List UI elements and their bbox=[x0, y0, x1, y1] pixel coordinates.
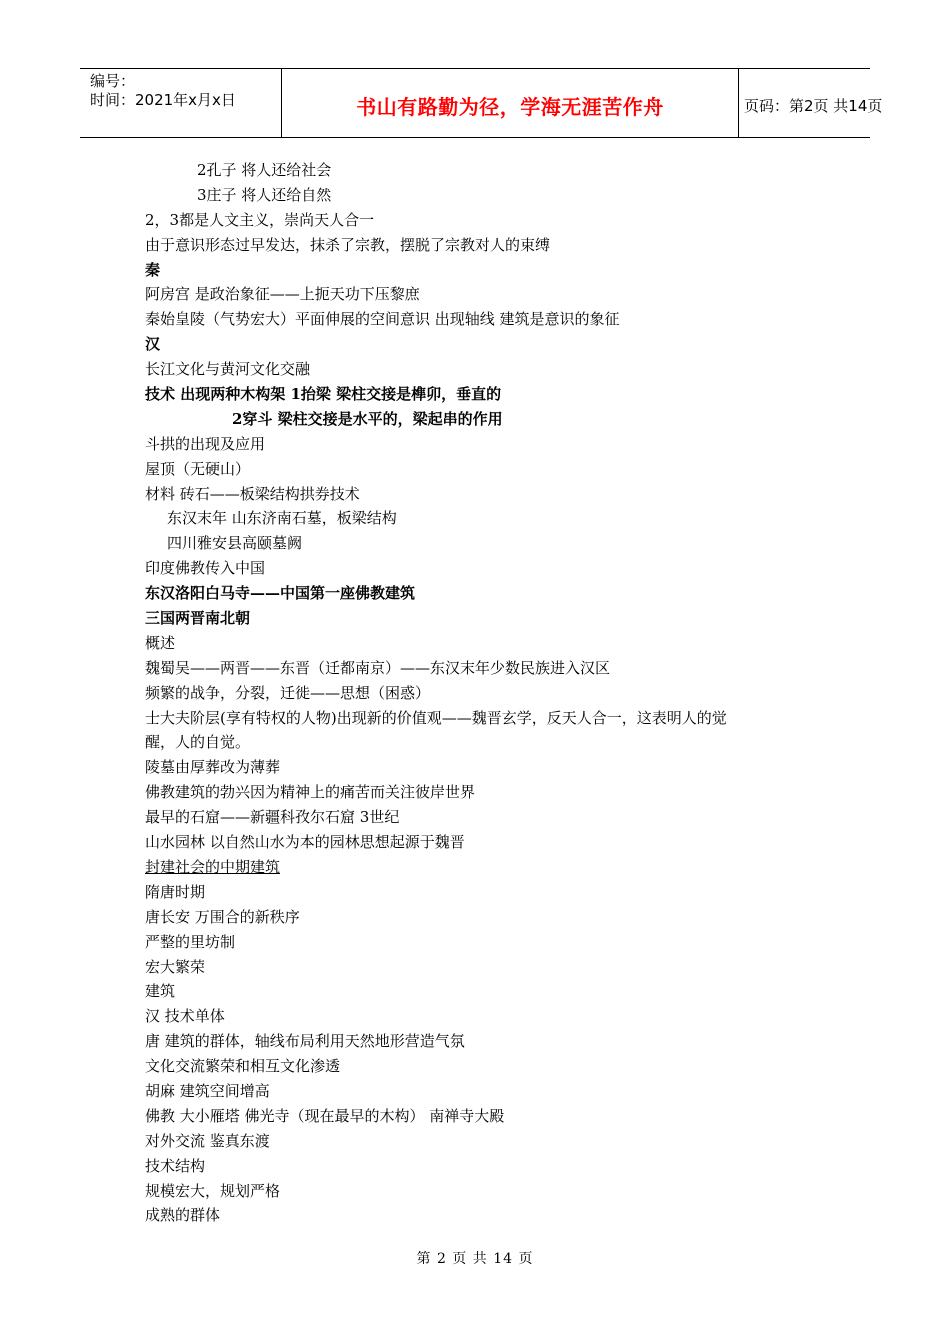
body-line: 阿房宫 是政治象征——上扼天功下压黎庶 bbox=[145, 285, 420, 304]
body-line: 长江文化与黄河文化交融 bbox=[145, 360, 311, 379]
section-heading: 秦 bbox=[145, 260, 161, 279]
header-motto-cell bbox=[281, 69, 739, 137]
body-line: 东汉末年 山东济南石墓，板梁结构 bbox=[167, 509, 397, 528]
body-line: 严整的里坊制 bbox=[145, 932, 236, 951]
body-line: 3庄子 将人还给自然 bbox=[197, 185, 332, 204]
body-line: 陵墓由厚葬改为薄葬 bbox=[145, 758, 281, 777]
body-line: 山水园林 以自然山水为本的园林思想起源于魏晋 bbox=[145, 833, 465, 852]
body-line: 秦始皇陵（气势宏大）平面伸展的空间意识 出现轴线 建筑是意识的象征 bbox=[145, 310, 620, 329]
body-line: 佛教 大小雁塔 佛光寺（现在最早的木构） 南禅寺大殿 bbox=[145, 1106, 505, 1125]
header-page-cell bbox=[738, 69, 883, 137]
body-line: 对外交流 鉴真东渡 bbox=[145, 1131, 270, 1150]
document-time-label: 时间：2021年x月x日 bbox=[90, 91, 236, 109]
body-line: 宏大繁荣 bbox=[145, 957, 206, 976]
body-line: 材料 砖石——板梁结构拱券技术 bbox=[145, 484, 360, 503]
header-meta-cell bbox=[80, 69, 281, 137]
body-line: 频繁的战争，分裂，迁徙——思想（困惑） bbox=[145, 683, 431, 702]
body-line: 文化交流繁荣和相互文化渗透 bbox=[145, 1057, 341, 1076]
body-line: 魏蜀吴——两晋——东晋（迁都南京）——东汉末年少数民族进入汉区 bbox=[145, 658, 611, 677]
body-line: 佛教建筑的勃兴因为精神上的痛苦而关注彼岸世界 bbox=[145, 783, 476, 802]
body-line: 胡麻 建筑空间增高 bbox=[145, 1081, 270, 1100]
body-line: 汉 技术单体 bbox=[145, 1007, 225, 1026]
body-line: 屋顶（无硬山） bbox=[145, 459, 251, 478]
body-line: 印度佛教传入中国 bbox=[145, 559, 266, 578]
body-line: 最早的石窟——新疆科孜尔石窟 3世纪 bbox=[145, 808, 400, 827]
body-line: 概述 bbox=[145, 633, 176, 652]
document-number-label: 编号： bbox=[90, 72, 136, 90]
document-header bbox=[80, 68, 883, 138]
header-motto: 书山有路勤为径，学海无涯苦作舟 bbox=[356, 95, 664, 119]
body-line: 成熟的群体 bbox=[145, 1206, 221, 1225]
body-line: 醒，人的自觉。 bbox=[145, 733, 251, 752]
body-line: 士大夫阶层(享有特权的人物)出现新的价值观——魏晋玄学，反天人合一，这表明人的觉 bbox=[145, 708, 727, 727]
bold-line: 东汉洛阳白马寺——中国第一座佛教建筑 bbox=[145, 584, 416, 603]
body-line: 2，3都是人文主义，崇尚天人合一 bbox=[145, 210, 375, 229]
section-heading: 三国两晋南北朝 bbox=[145, 609, 251, 628]
body-line: 2孔子 将人还给社会 bbox=[197, 161, 332, 179]
body-line: 唐长安 万围合的新秩序 bbox=[145, 907, 300, 926]
section-heading: 汉 bbox=[145, 335, 161, 354]
body-line: 建筑 bbox=[145, 982, 176, 1001]
page-footer: 第 2 页 共 14 页 bbox=[416, 1251, 534, 1267]
body-line: 规模宏大，规划严格 bbox=[145, 1181, 281, 1200]
body-line: 由于意识形态过早发达，抹杀了宗教，摆脱了宗教对人的束缚 bbox=[145, 235, 551, 254]
header-page-info: 页码：第2页 共14页 bbox=[744, 97, 883, 115]
body-line: 唐 建筑的群体，轴线布局利用天然地形营造气氛 bbox=[145, 1032, 465, 1051]
document-body bbox=[145, 158, 845, 1228]
underlined-heading: 封建社会的中期建筑 bbox=[145, 857, 281, 876]
bold-line: 技术 出现两种木构架 1抬梁 梁柱交接是榫卯，垂直的 bbox=[145, 385, 502, 404]
bold-line: 2穿斗 梁柱交接是水平的，梁起串的作用 bbox=[232, 409, 503, 428]
body-line: 斗拱的出现及应用 bbox=[145, 434, 266, 453]
body-line: 技术结构 bbox=[145, 1156, 206, 1175]
body-line: 隋唐时期 bbox=[145, 882, 206, 901]
body-line: 四川雅安县高颐墓阙 bbox=[167, 534, 303, 553]
